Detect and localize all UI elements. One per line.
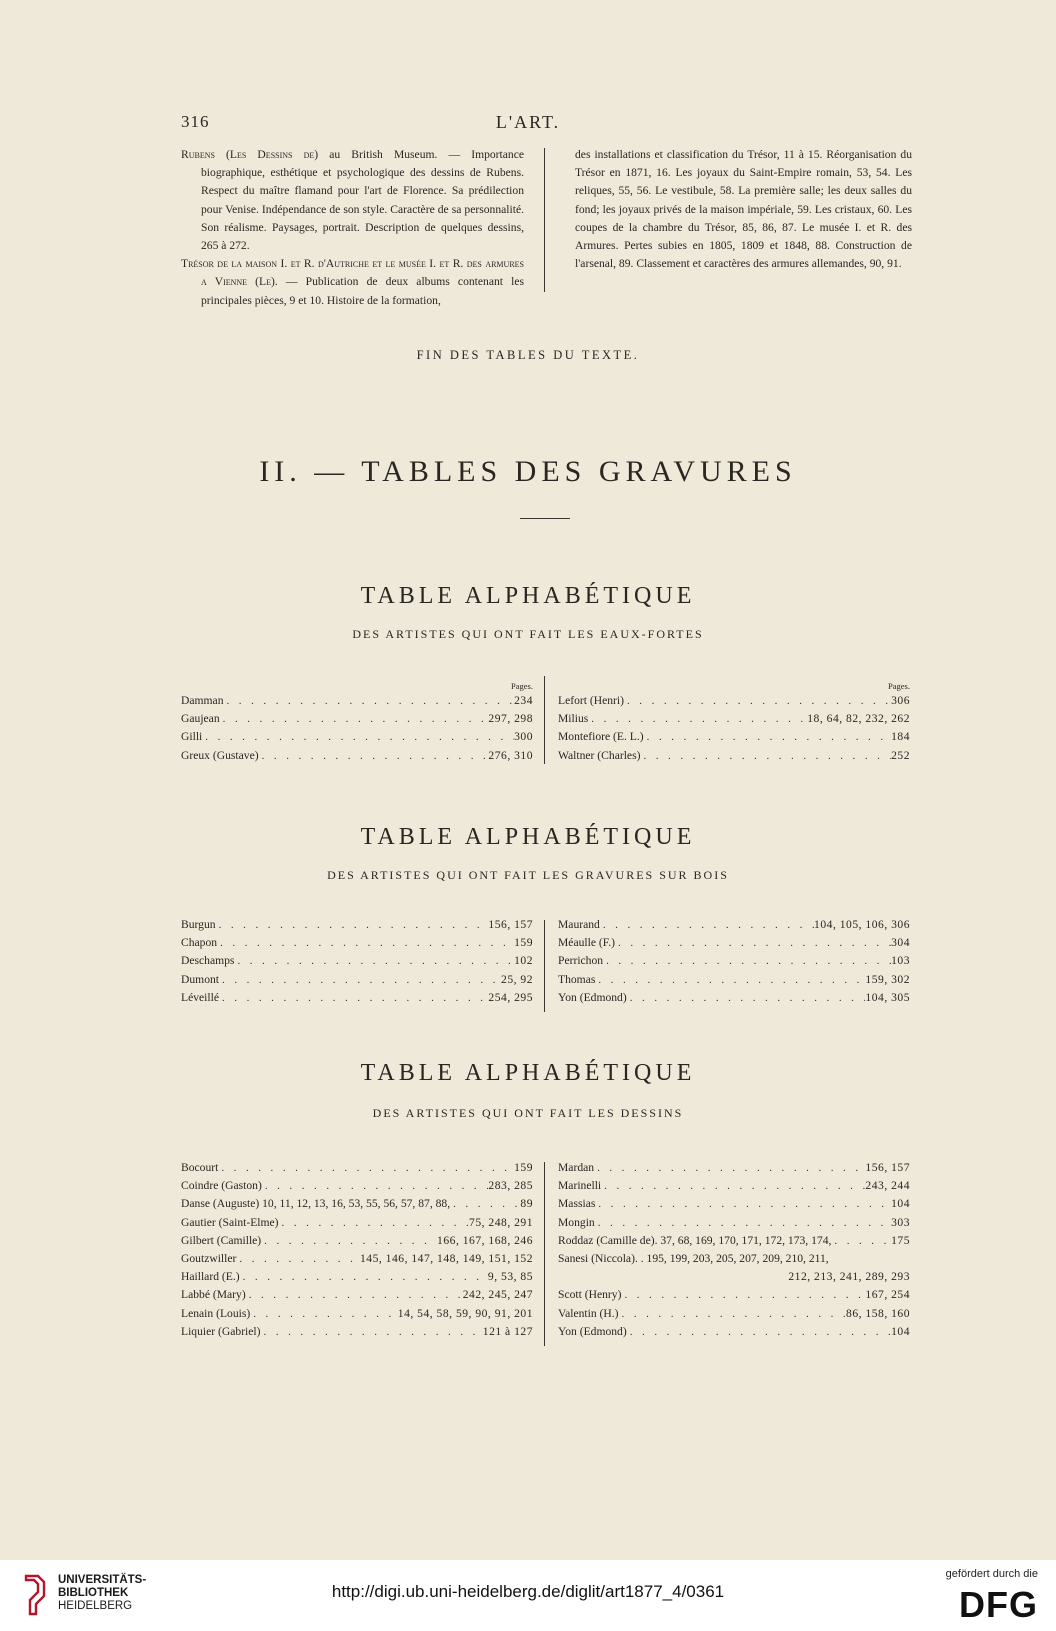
page-references: 145, 146, 147, 148, 149, 151, 152 — [359, 1251, 533, 1265]
page-references: 254, 295 — [488, 990, 533, 1004]
entry-tresor — [181, 255, 524, 310]
dot-leader — [627, 1323, 891, 1341]
artist-name: Milius — [558, 712, 589, 726]
index-row — [558, 934, 910, 952]
index-row — [181, 916, 533, 934]
column-divider — [544, 676, 545, 764]
index-column-left — [181, 680, 533, 765]
artist-name: Dumont — [181, 972, 220, 986]
text-column-right — [575, 146, 912, 273]
index-row — [558, 728, 910, 746]
index-column-left — [181, 916, 533, 1007]
index-row — [181, 1323, 533, 1341]
index-row — [558, 989, 910, 1007]
dot-leader — [594, 1159, 865, 1177]
section-title: II. — TABLES DES GRAVURES — [259, 455, 797, 488]
page-references: 242, 245, 247 — [462, 1288, 533, 1302]
artist-name: Greux (Gustave) — [181, 748, 259, 762]
index-row — [181, 1286, 533, 1304]
artist-name: Mardan — [558, 1161, 595, 1174]
end-of-text-tables-note: FIN DES TABLES DU TEXTE. — [416, 348, 640, 362]
dot-leader — [644, 728, 891, 746]
page-references: 75, 248, 291 — [469, 1215, 533, 1229]
artist-name: Roddaz (Camille de). 37, 68, 169, 170, 171, 172, 173, 174, — [558, 1233, 832, 1247]
page-references: 300 — [514, 730, 533, 744]
dot-leader — [217, 934, 514, 952]
page-references: 104 — [891, 1197, 910, 1211]
dot-leader — [261, 1232, 437, 1250]
index-row — [558, 1250, 910, 1268]
index-row — [181, 971, 533, 989]
index-row — [181, 1195, 533, 1213]
index-row — [181, 952, 533, 970]
index-row — [558, 971, 910, 989]
artist-name: Thomas — [558, 972, 596, 986]
index-row — [558, 952, 910, 970]
page-references: 304 — [891, 936, 910, 950]
entry-rubens — [181, 146, 524, 255]
dot-leader — [219, 989, 488, 1007]
page-references: 121 à 127 — [482, 1324, 533, 1338]
table-subtitle-gravures-bois: DES ARTISTES QUI ONT FAIT LES GRAVURES SUR BOIS — [327, 868, 729, 882]
page-references: 167, 254 — [865, 1288, 910, 1302]
dot-leader — [621, 1286, 865, 1304]
entry-body: au British Museum. — Importance biographique, esthétique et psychologique des dessins de Rubens. Respect du maître flamand pour l'art de Florence. Sa prédilection pour Venise. Indépendance de son style. Caractère de sa personnalité. Son réalisme. Paysages, portrait. Description de quelques dessins, 265 à 272. — [201, 148, 525, 253]
index-column-right — [558, 1159, 910, 1341]
artist-name: Mongin — [558, 1215, 595, 1229]
dot-leader — [202, 728, 514, 746]
artist-name: Montefiore (E. L.) — [558, 730, 644, 744]
index-row — [558, 710, 910, 728]
page-references: 103 — [891, 954, 910, 968]
artist-name: Coindre (Gaston) — [181, 1179, 262, 1193]
index-column-right — [558, 680, 910, 765]
index-row — [181, 728, 533, 746]
table-title-dessins: TABLE ALPHABÉTIQUE — [360, 1060, 696, 1086]
index-column-left — [181, 1159, 533, 1341]
artist-name: Léveillé — [181, 990, 219, 1004]
dfg-logo-icon: DFG — [959, 1584, 1038, 1625]
page-references: 184 — [891, 730, 910, 744]
dot-leader — [261, 1323, 483, 1341]
page-references: 243, 244 — [865, 1179, 910, 1193]
page-references: 156, 157 — [865, 1161, 910, 1174]
digitization-footer — [0, 1560, 1056, 1631]
page-references: 159 — [514, 936, 533, 950]
index-row — [558, 1177, 910, 1195]
artist-name: Sanesi (Niccola). . 195, 199, 203, 205, 207, 209, 210, 211, — [558, 1251, 829, 1265]
column-divider — [544, 920, 545, 1012]
dot-leader — [624, 692, 891, 710]
dot-leader — [224, 692, 515, 710]
page-references: 212, 213, 241, 289, 293 — [788, 1270, 910, 1284]
artist-name: Yon (Edmond) — [558, 1324, 627, 1338]
dot-leader — [595, 1195, 891, 1213]
entry-continuation: des installations et classification du Trésor, 11 à 15. Réorganisation du Trésor en 1871, 16. Les joyaux du Saint-Empire romain, 53, 54. Les reliques, 55, 56. Le vestibule, 58. La première salle; les deux salles du fond; les joyaux privés de la maison impériale, 59. Les cristaux, 60. Les coupes de la chambre du Trésor, 85, 86, 87. Le musée I. et R. des Armures. Pertes subies en 1805, 1809 et 1848, 88. Construction de l'arsenal, 89. Classement et caractères des armures allemandes, 90, 91. — [575, 148, 912, 271]
dot-leader — [595, 971, 865, 989]
index-row — [181, 1159, 533, 1177]
dot-leader — [279, 1214, 469, 1232]
table-subtitle-eaux-fortes: DES ARTISTES QUI ONT FAIT LES EAUX-FORTES — [352, 627, 704, 641]
artist-name: Gautier (Saint-Elme) — [181, 1215, 279, 1229]
section-rule — [520, 518, 570, 519]
index-row — [181, 1250, 533, 1268]
dot-leader — [640, 747, 891, 765]
dot-leader — [240, 1268, 488, 1286]
artist-name: Damman — [181, 694, 224, 707]
artist-name: Perrichon — [558, 954, 604, 968]
artist-name: Waltner (Charles) — [558, 748, 641, 762]
page-references: 303 — [891, 1215, 910, 1229]
dot-leader — [588, 710, 807, 728]
dot-leader — [831, 1232, 891, 1250]
table-title-gravures-bois: TABLE ALPHABÉTIQUE — [360, 824, 696, 850]
page-references: 159, 302 — [865, 972, 910, 986]
page-header — [0, 112, 1056, 138]
artist-name: Marinelli — [558, 1179, 602, 1193]
index-row — [558, 1195, 910, 1213]
index-row — [558, 1159, 910, 1177]
index-row — [558, 1268, 910, 1286]
dot-leader — [246, 1286, 463, 1304]
page-references: 9, 53, 85 — [487, 1270, 533, 1284]
page-references: 252 — [891, 748, 910, 762]
index-row — [181, 1214, 533, 1232]
column-divider — [544, 148, 545, 292]
page-references: 86, 158, 160 — [846, 1306, 910, 1320]
index-row — [558, 1232, 910, 1250]
index-row — [181, 747, 533, 765]
page-references: 104 — [891, 1324, 910, 1338]
text-column-left — [181, 146, 524, 310]
page-references: 159 — [514, 1161, 533, 1174]
page-references: 283, 285 — [488, 1179, 533, 1193]
index-row — [181, 934, 533, 952]
permalink-url[interactable]: http://digi.ub.uni-heidelberg.de/diglit/art1877_4/0361 — [331, 1582, 725, 1601]
index-row — [181, 1268, 533, 1286]
page-references: 297, 298 — [488, 712, 533, 726]
page-references: 25, 92 — [501, 972, 533, 986]
index-row — [181, 989, 533, 1007]
table-subtitle-dessins: DES ARTISTES QUI ONT FAIT LES DESSINS — [372, 1106, 684, 1120]
page-number: 316 — [181, 112, 210, 131]
pages-column-label: Pages. — [511, 681, 533, 691]
entry-body: — Publication de deux albums contenant les principales pièces, 9 et 10. Histoire de la formation, — [201, 275, 524, 307]
dot-leader — [220, 710, 489, 728]
page-references: 234 — [514, 694, 533, 707]
running-title: L'ART. — [495, 112, 561, 132]
library-name-line: HEIDELBERG — [58, 1600, 133, 1612]
library-name-line: UNIVERSITÄTS- — [58, 1574, 147, 1586]
artist-name: Chapon — [181, 936, 218, 950]
dot-leader — [595, 1214, 891, 1232]
page-references: 89 — [520, 1197, 533, 1211]
dot-leader — [627, 989, 866, 1007]
dot-leader — [218, 1159, 514, 1177]
page-references: 306 — [891, 694, 910, 707]
index-row — [181, 1232, 533, 1250]
artist-name: Valentin (H.) — [558, 1306, 619, 1320]
dot-leader — [250, 1305, 398, 1323]
page-references: 104, 305 — [865, 990, 910, 1004]
dot-leader — [601, 1177, 865, 1195]
dot-leader — [219, 971, 501, 989]
index-row — [558, 916, 910, 934]
page-references: 102 — [514, 954, 533, 968]
artist-name: Deschamps — [181, 954, 235, 968]
artist-name: Burgun — [181, 918, 216, 931]
artist-name: Haillard (E.) — [181, 1270, 240, 1284]
entry-lead: Rubens (Les Dessins de) — [181, 148, 319, 161]
table-title-eaux-fortes: TABLE ALPHABÉTIQUE — [360, 583, 696, 609]
artist-name: Lenain (Louis) — [181, 1306, 251, 1320]
dot-leader — [234, 952, 514, 970]
dot-leader — [216, 916, 489, 934]
dot-leader — [615, 934, 891, 952]
artist-name: Yon (Edmond) — [558, 990, 627, 1004]
artist-name: Danse (Auguste) 10, 11, 12, 13, 16, 53, 55, 56, 57, 87, 88, — [181, 1197, 451, 1211]
artist-name: Scott (Henry) — [558, 1288, 622, 1302]
artist-name: Maurand — [558, 918, 600, 931]
dot-leader — [600, 916, 814, 934]
artist-name: Méaulle (F.) — [558, 936, 616, 950]
page-references: 166, 167, 168, 246 — [437, 1233, 533, 1247]
page-references: 18, 64, 82, 232, 262 — [807, 712, 910, 726]
dot-leader — [236, 1250, 360, 1268]
pages-column-label: Pages. — [888, 681, 910, 691]
dot-leader — [262, 1177, 489, 1195]
artist-name: Gaujean — [181, 712, 220, 726]
index-row — [181, 1305, 533, 1323]
page-references: 156, 157 — [488, 918, 533, 931]
artist-name: Labbé (Mary) — [181, 1288, 246, 1302]
dot-leader — [619, 1305, 847, 1323]
artist-name: Massias — [558, 1197, 596, 1211]
index-row — [558, 692, 910, 710]
page-references: 104, 105, 106, 306 — [814, 918, 910, 931]
dot-leader — [603, 952, 891, 970]
page-references: 175 — [891, 1233, 910, 1247]
dot-leader — [450, 1195, 520, 1213]
dot-leader — [259, 747, 489, 765]
index-row — [181, 710, 533, 728]
artist-name: Liquier (Gabriel) — [181, 1324, 261, 1338]
column-divider — [544, 1162, 545, 1346]
funding-note: gefördert durch die — [945, 1568, 1038, 1580]
artist-name: Gilli — [181, 730, 203, 744]
index-row — [558, 1323, 910, 1341]
library-name-line: BIBLIOTHEK — [58, 1587, 129, 1599]
index-row — [558, 747, 910, 765]
index-row — [558, 1305, 910, 1323]
artist-name: Bocourt — [181, 1161, 219, 1174]
index-row — [558, 1286, 910, 1304]
artist-name: Goutzwiller — [181, 1251, 237, 1265]
index-row — [181, 692, 533, 710]
page-references: 14, 54, 58, 59, 90, 91, 201 — [397, 1306, 533, 1320]
index-row — [558, 1214, 910, 1232]
index-row — [181, 1177, 533, 1195]
entry-lead: Trésor de la maison I. et R. d'Autriche et le musée I. et R. des armures a Vienne (Le). — [181, 257, 524, 289]
artist-name: Gilbert (Camille) — [181, 1233, 262, 1247]
page-references: 276, 310 — [488, 748, 533, 762]
index-column-right — [558, 916, 910, 1007]
artist-name: Lefort (Henri) — [558, 694, 624, 707]
